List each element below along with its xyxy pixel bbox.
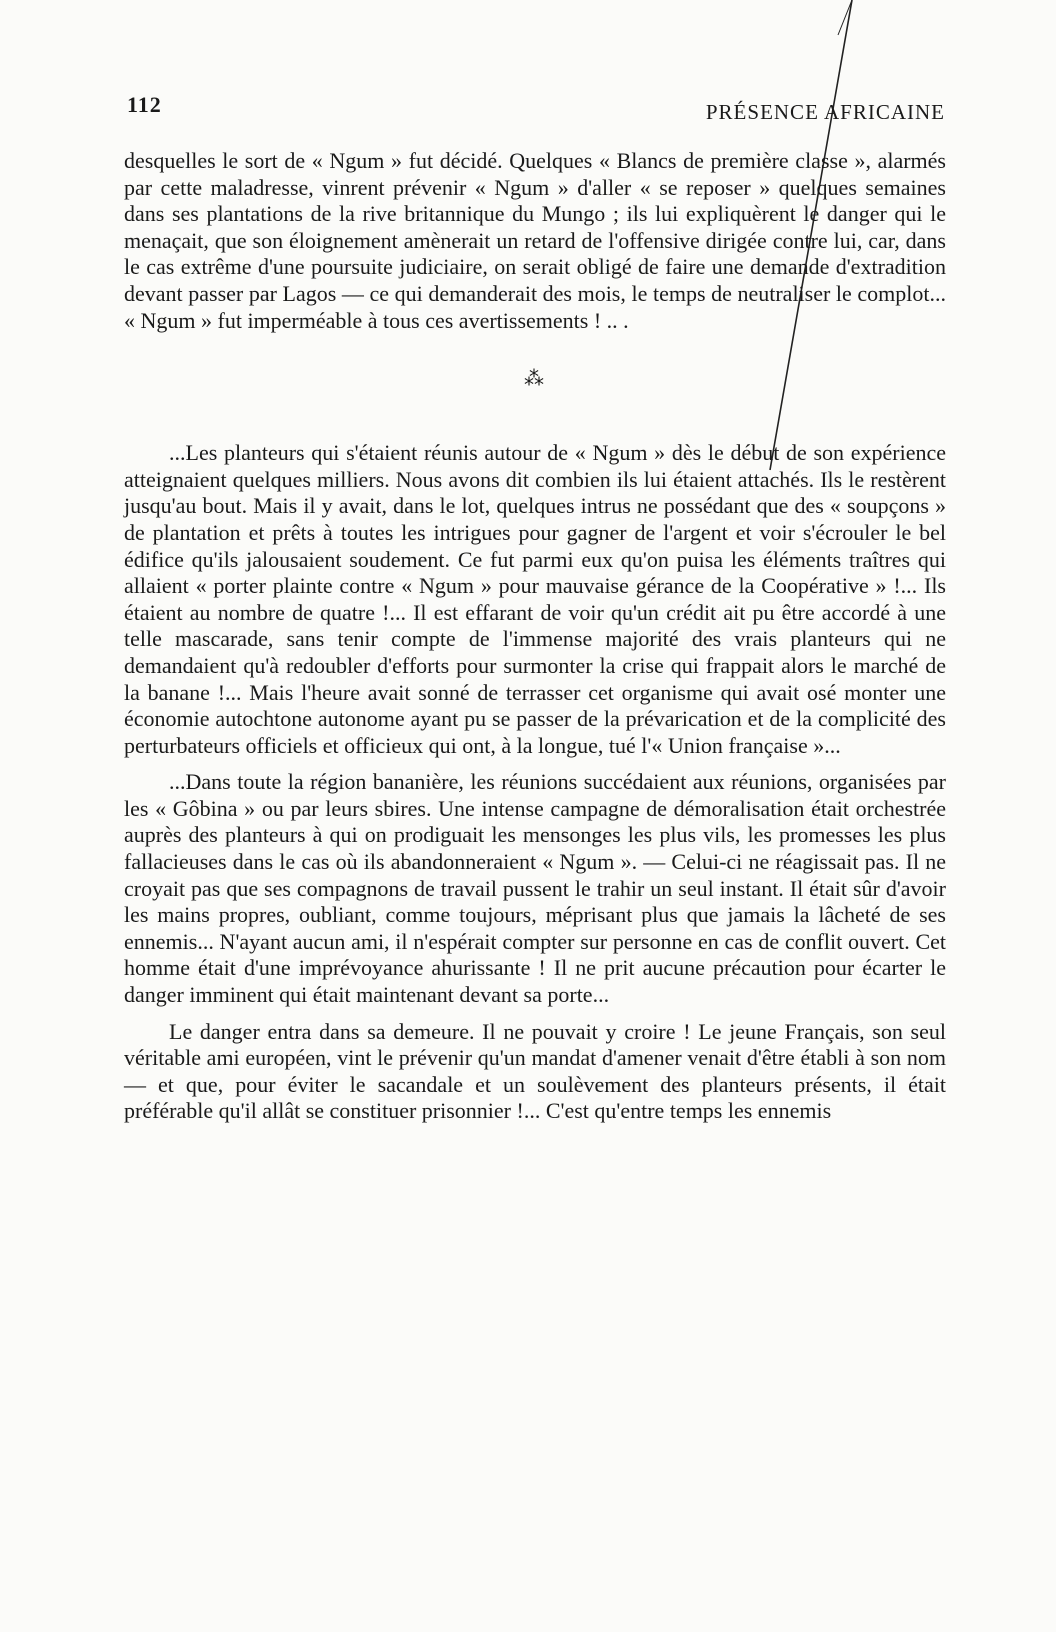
page-number: 112 [127,92,162,117]
paragraph-1: desquelles le sort de « Ngum » fut décidé. Quelques « Blancs de première classe », alarmés par cette maladresse, vinrent prévenir « Ngum » d'aller « se reposer » quelques semaines dans ses plantations de la rive britannique du Mungo ; ils lui expliquèrent le danger qui le menaçait, que son éloignement amènerait un retard de l'offensive dirigée contre lui, car, dans le cas extrême d'une poursuite judiciaire, on serait obligé de faire une demande d'extradition devant passer par Lagos — ce qui demanderait des mois, le temps de neutraliser le complot... « Ngum » fut imperméable à tous ces avertissements ! .. . [124,148,946,333]
running-title: PRÉSENCE AFRICAINE [705,100,945,124]
paragraph-2: ...Les planteurs qui s'étaient réunis autour de « Ngum » dès le début de son expérience atteignaient quelques milliers. Nous avons dit combien ils lui étaient attachés. Ils le restèrent jusqu'au bout. Mais il y avait, dans le lot, quelques intrus ne possédant que des « soupçons » de plantation et prêts à toutes les intrigues pour gagner de l'argent et voir s'écrouler le bel édifice qu'ils jalousaient soudement. Ce fut parmi eux qu'on puisa les éléments traîtres qui allaient « porter plainte contre « Ngum » pour mauvaise gérance de la Coopérative » !... Ils étaient au nombre de quatre !... Il est effarant de voir qu'un crédit ait pu être accordé à une telle mascarade, sans tenir compte de l'immense majorité des vrais planteurs qui ne demandaient qu'à redoubler d'efforts pour surmonter la crise qui frappait alors le marché de la banane !... Mais l'heure avait sonné de terrasser cet organisme qui avait osé monter une économie autochtone autonome ayant pu se passer de la prévarication et de la complicité des perturbateurs officiels et officieux qui ont, à la longue, tué l'« Union française »... [124,440,946,758]
paragraph-4: Le danger entra dans sa demeure. Il ne pouvait y croire ! Le jeune Français, son seul véritable ami européen, vint le prévenir qu'un mandat d'amener venait d'être établi à son nom — et que, pour éviter le sacandale et un soulèvement des planteurs présents, il était préférable qu'il allât se constituer prisonnier !... C'est qu'entre temps les ennemis [124,1018,946,1124]
paragraph-3: ...Dans toute la région bananière, les réunions succédaient aux réunions, organisées par les « Gôbina » ou par leurs sbires. Une intense campagne de démoralisation était orchestrée auprès des planteurs à qui on prodiguait les mensonges les plus vils, les promesses les plus fallacieuses dans le cas où ils abandonneraient « Ngum ». — Celui-ci ne réagissait pas. Il ne croyait pas que ses compagnons de travail pussent le trahir un seul instant. Il était sûr d'avoir les mains propres, oubliant, comme toujours, méprisant plus que jamais la lâcheté de ses ennemis... N'ayant aucun ami, il n'espérait compter sur personne en cas de conflit ouvert. Cet homme était d'une imprévoyance ahurissante ! Il ne prit aucune précaution pour écarter le danger imminent qui était maintenant devant sa porte... [124,769,946,1008]
body-text [124,148,946,1125]
section-break-asterism: ⁂ [524,368,546,391]
page-header [127,92,945,126]
